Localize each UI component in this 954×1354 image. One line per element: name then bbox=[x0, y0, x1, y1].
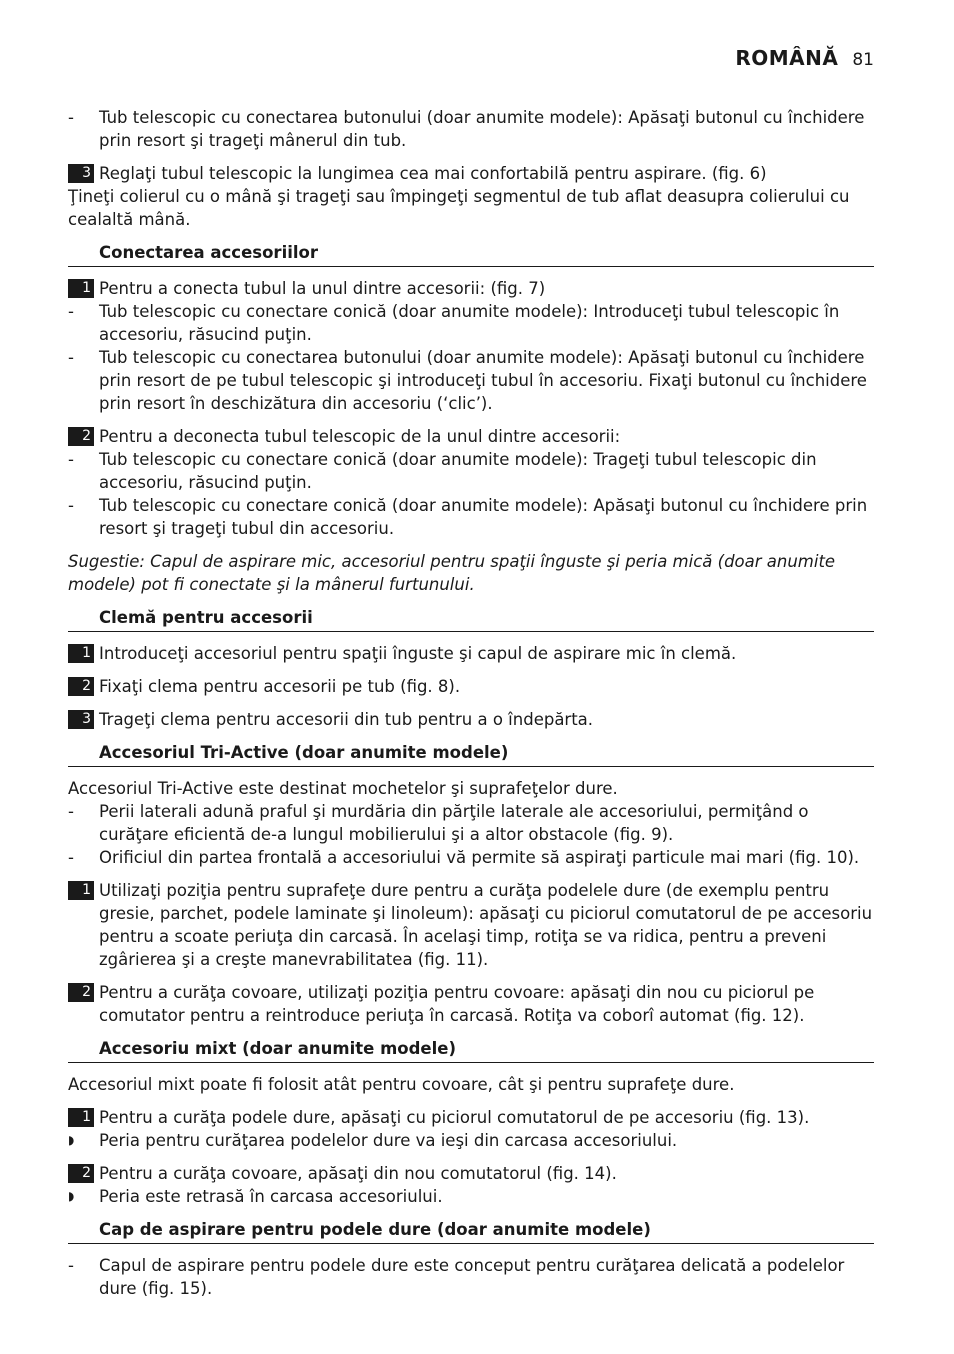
section-heading: Accesoriu mixt (doar anumite modele) bbox=[68, 1037, 874, 1063]
step-number: 1 bbox=[68, 1108, 94, 1127]
section-heading: Cap de aspirare pentru podele dure (doar anumite modele) bbox=[68, 1218, 874, 1244]
step-number: 1 bbox=[68, 881, 94, 900]
tip-text: Sugestie: Capul de aspirare mic, accesoriul pentru spaţii înguste şi peria mică (doar anumite modele) pot fi conectate şi la mânerul furtunului. bbox=[68, 552, 836, 594]
item-text: Pentru a deconecta tubul telescopic de la unul dintre accesorii: bbox=[99, 427, 621, 446]
body-text: Accesoriul mixt poate fi folosit atât pentru covoare, cât şi pentru suprafeţe dure. bbox=[68, 1075, 735, 1094]
item-text: Tub telescopic cu conectarea butonului (doar anumite modele): Apăsaţi butonul cu închidere prin resort şi trageţi mânerul din tub. bbox=[99, 108, 865, 150]
section-heading: Conectarea accesoriilor bbox=[68, 241, 874, 267]
bullet-item bbox=[68, 346, 874, 415]
dash-bullet: - bbox=[68, 802, 74, 821]
step-number: 2 bbox=[68, 983, 94, 1002]
step-item bbox=[68, 675, 874, 698]
item-text: Pentru a conecta tubul la unul dintre accesorii: (fig. 7) bbox=[99, 279, 546, 298]
bullet-item bbox=[68, 800, 874, 846]
step-number: 2 bbox=[68, 427, 94, 446]
result-item bbox=[68, 1129, 874, 1152]
item-text: Trageţi clema pentru accesorii din tub pentru a o îndepărta. bbox=[99, 710, 594, 729]
dash-bullet: - bbox=[68, 848, 74, 867]
step-number: 1 bbox=[68, 279, 94, 298]
bullet-item bbox=[68, 1254, 874, 1300]
item-text: Peria este retrasă în carcasa accesoriului. bbox=[99, 1187, 443, 1206]
dash-bullet: - bbox=[68, 348, 74, 367]
item-text: Introduceţi accesoriul pentru spaţii înguste şi capul de aspirare mic în clemă. bbox=[99, 644, 737, 663]
item-text: Capul de aspirare pentru podele dure este conceput pentru curăţarea delicată a podelelor dure (fig. 15). bbox=[99, 1256, 845, 1298]
page-header bbox=[735, 46, 874, 70]
step-item bbox=[68, 277, 874, 300]
item-text: Tub telescopic cu conectare conică (doar anumite modele): Introduceţi tubul telescopic în accesoriu, răsucind puţin. bbox=[99, 302, 840, 344]
step-item bbox=[68, 1106, 874, 1129]
dash-bullet: - bbox=[68, 108, 74, 127]
body-text: Accesoriul Tri-Active este destinat mochetelor şi suprafeţelor dure. bbox=[68, 779, 618, 798]
step-item bbox=[68, 708, 874, 731]
step-item bbox=[68, 1162, 874, 1185]
bullet-item bbox=[68, 846, 874, 869]
language-label: ROMÂNĂ bbox=[735, 46, 839, 70]
step-item bbox=[68, 425, 874, 448]
item-text: Pentru a curăţa covoare, apăsaţi din nou comutatorul (fig. 14). bbox=[99, 1164, 617, 1183]
dash-bullet: - bbox=[68, 496, 74, 515]
step-item bbox=[68, 642, 874, 665]
section-heading: Accesoriul Tri-Active (doar anumite modele) bbox=[68, 741, 874, 767]
step-item bbox=[68, 981, 874, 1027]
bullet-item bbox=[68, 106, 874, 152]
item-text: Tub telescopic cu conectare conică (doar anumite modele): Apăsaţi butonul cu închidere prin resort şi trageţi tubul din accesoriu. bbox=[99, 496, 868, 538]
item-text: Tub telescopic cu conectarea butonului (doar anumite modele): Apăsaţi butonul cu închidere prin resort de pe tubul telescopic şi introduceţi tubul în accesoriu. Fixaţi butonul cu închidere prin resort în deschizătura din accesoriu (‘clic’). bbox=[99, 348, 867, 413]
manual-content bbox=[68, 106, 874, 1300]
step-item bbox=[68, 162, 874, 185]
step-number: 3 bbox=[68, 710, 94, 729]
step-number: 2 bbox=[68, 1164, 94, 1183]
item-text: Utilizaţi poziţia pentru suprafeţe dure pentru a curăţa podelele dure (de exemplu pentru gresie, parchet, podele laminate şi linoleum): apăsaţi cu piciorul comutatorul de pe accesoriu pentru a scoate periuţa din carcasă. În acelaşi timp, rotiţa se va ridica, pentru a preveni zgârierea şi a creşte manevrabilitatea (fig. 11). bbox=[99, 881, 873, 969]
dash-bullet: - bbox=[68, 302, 74, 321]
item-text: Orificiul din partea frontală a accesoriului vă permite să aspiraţi particule mai mari (fig. 10). bbox=[99, 848, 860, 867]
bullet-item bbox=[68, 448, 874, 494]
arrow-bullet-icon: ◗ bbox=[68, 1133, 75, 1147]
step-item bbox=[68, 879, 874, 971]
dash-bullet: - bbox=[68, 1256, 74, 1275]
item-text: Fixaţi clema pentru accesorii pe tub (fig. 8). bbox=[99, 677, 461, 696]
item-text: Perii laterali adună praful şi murdăria din părţile laterale ale accesoriului, permiţând o curăţare eficientă de-a lungul mobilierului şi a altor obstacole (fig. 9). bbox=[99, 802, 809, 844]
section-heading: Clemă pentru accesorii bbox=[68, 606, 874, 632]
result-item bbox=[68, 1185, 874, 1208]
item-text: Tub telescopic cu conectare conică (doar anumite modele): Trageţi tubul telescopic din accesoriu, răsucind puţin. bbox=[99, 450, 817, 492]
bullet-item bbox=[68, 494, 874, 540]
dash-bullet: - bbox=[68, 450, 74, 469]
bullet-item bbox=[68, 300, 874, 346]
item-text: Pentru a curăţa covoare, utilizaţi poziţia pentru covoare: apăsaţi din nou cu piciorul pe comutator pentru a reintroduce periuţa în carcasă. Rotiţa va coborî automat (fig. 12). bbox=[99, 983, 815, 1025]
body-text: Ţineţi colierul cu o mână şi trageţi sau împingeţi segmentul de tub aflat deasupra colierului cu cealaltă mână. bbox=[68, 187, 850, 229]
arrow-bullet-icon: ◗ bbox=[68, 1189, 75, 1203]
item-text: Peria pentru curăţarea podelelor dure va ieşi din carcasa accesoriului. bbox=[99, 1131, 678, 1150]
step-number: 2 bbox=[68, 677, 94, 696]
step-number: 1 bbox=[68, 644, 94, 663]
step-number: 3 bbox=[68, 164, 94, 183]
item-text: Reglaţi tubul telescopic la lungimea cea mai confortabilă pentru aspirare. (fig. 6) bbox=[99, 164, 767, 183]
item-text: Pentru a curăţa podele dure, apăsaţi cu piciorul comutatorul de pe accesoriu (fig. 13). bbox=[99, 1108, 810, 1127]
page-number: 81 bbox=[852, 50, 874, 70]
